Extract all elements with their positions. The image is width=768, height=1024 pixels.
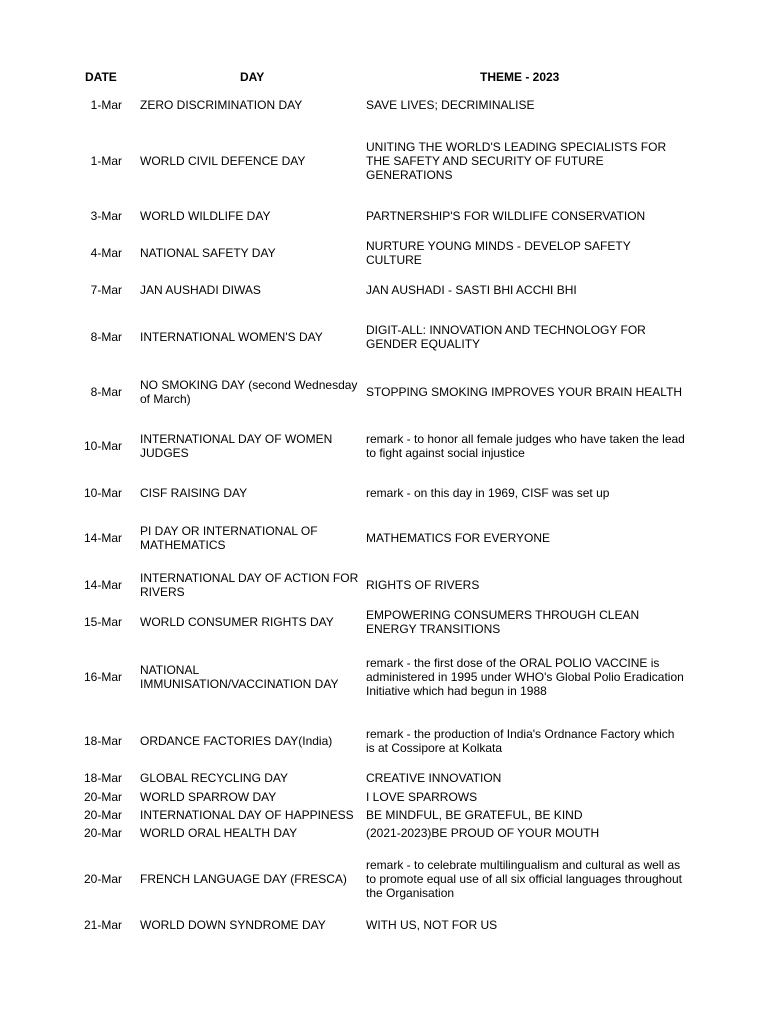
row-date: 10-Mar <box>83 439 122 453</box>
row-day: WORLD DOWN SYNDROME DAY <box>140 918 326 932</box>
table-row <box>0 788 768 806</box>
row-date: 1-Mar <box>90 154 122 168</box>
row-day: GLOBAL RECYCLING DAY <box>140 771 289 785</box>
table-row <box>0 428 768 464</box>
row-date: 21-Mar <box>83 918 122 932</box>
row-day: INTERNATIONAL DAY OF ACTION FOR RIVERS <box>140 571 359 599</box>
row-theme: PARTNERSHIP'S FOR WILDLIFE CONSERVATION <box>366 209 646 223</box>
row-theme: RIGHTS OF RIVERS <box>366 578 480 592</box>
header-day: DAY <box>240 70 265 84</box>
row-theme: I LOVE SPARROWS <box>366 790 478 804</box>
row-date: 20-Mar <box>83 790 122 804</box>
row-date: 10-Mar <box>83 486 122 500</box>
table-row <box>0 824 768 842</box>
table-row <box>0 652 768 702</box>
table-row <box>0 374 768 410</box>
row-theme: remark - to celebrate multilingualism and cultural as well as to promote equal use of all six official languages throughout the Organisation <box>366 858 682 900</box>
table-row <box>0 281 768 299</box>
row-theme: CREATIVE INNOVATION <box>366 771 502 785</box>
row-theme: (2021-2023)BE PROUD OF YOUR MOUTH <box>366 826 600 840</box>
row-date: 7-Mar <box>90 283 122 297</box>
row-theme: UNITING THE WORLD'S LEADING SPECIALISTS FOR THE SAFETY AND SECURITY OF FUTURE GENERATIONS <box>366 140 667 182</box>
row-theme: remark - to honor all female judges who have taken the lead to fight against social injustice <box>366 432 685 460</box>
table-row <box>0 723 768 759</box>
row-day: CISF RAISING DAY <box>140 486 248 500</box>
row-date: 20-Mar <box>83 826 122 840</box>
row-date: 3-Mar <box>90 209 122 223</box>
row-date: 14-Mar <box>83 578 122 592</box>
row-day: PI DAY OR INTERNATIONAL OF MATHEMATICS <box>140 524 318 552</box>
row-date: 16-Mar <box>83 670 122 684</box>
row-day: WORLD CONSUMER RIGHTS DAY <box>140 615 334 629</box>
row-theme: remark - on this day in 1969, CISF was set up <box>366 486 610 500</box>
row-day: WORLD CIVIL DEFENCE DAY <box>140 154 306 168</box>
row-theme: DIGIT-ALL: INNOVATION AND TECHNOLOGY FOR GENDER EQUALITY <box>366 323 646 351</box>
row-theme: remark - the first dose of the ORAL POLIO VACCINE is administered in 1995 under WHO's Global Polio Eradication Initiative which had begun in 1988 <box>366 656 684 698</box>
row-day: WORLD WILDLIFE DAY <box>140 209 271 223</box>
table-row <box>0 916 768 934</box>
row-day: NATIONAL SAFETY DAY <box>140 246 276 260</box>
row-date: 1-Mar <box>90 98 122 112</box>
row-theme: EMPOWERING CONSUMERS THROUGH CLEAN ENERGY TRANSITIONS <box>366 608 640 636</box>
row-date: 8-Mar <box>90 385 122 399</box>
row-date: 8-Mar <box>90 330 122 344</box>
row-day: ZERO DISCRIMINATION DAY <box>140 98 303 112</box>
row-day: NATIONAL IMMUNISATION/VACCINATION DAY <box>140 663 339 691</box>
table-row <box>0 239 768 267</box>
row-day: FRENCH LANGUAGE DAY (FRESCA) <box>140 872 347 886</box>
table-row <box>0 140 768 182</box>
table-row <box>0 319 768 355</box>
row-date: 18-Mar <box>83 734 122 748</box>
row-day: JAN AUSHADI DIWAS <box>140 283 261 297</box>
table-row <box>0 207 768 225</box>
row-theme: MATHEMATICS FOR EVERYONE <box>366 531 551 545</box>
row-day: INTERNATIONAL WOMEN'S DAY <box>140 330 323 344</box>
row-theme: JAN AUSHADI - SASTI BHI ACCHI BHI <box>366 283 577 297</box>
table-row <box>0 604 768 640</box>
row-date: 20-Mar <box>83 872 122 886</box>
row-date: 18-Mar <box>83 771 122 785</box>
row-theme: WITH US, NOT FOR US <box>366 918 498 932</box>
row-date: 14-Mar <box>83 531 122 545</box>
row-day: NO SMOKING DAY (second Wednesday of March) <box>140 378 358 406</box>
row-theme: remark - the production of India's Ordnance Factory which is at Cossipore at Kolkata <box>366 727 675 755</box>
table-row <box>0 769 768 787</box>
row-date: 15-Mar <box>83 615 122 629</box>
row-date: 4-Mar <box>90 246 122 260</box>
row-day: INTERNATIONAL DAY OF HAPPINESS <box>140 808 354 822</box>
row-day: ORDANCE FACTORIES DAY(India) <box>140 734 333 748</box>
table-row <box>0 520 768 556</box>
row-theme: SAVE LIVES; DECRIMINALISE <box>366 98 535 112</box>
row-day: INTERNATIONAL DAY OF WOMEN JUDGES <box>140 432 333 460</box>
table-row <box>0 484 768 502</box>
row-theme: NURTURE YOUNG MINDS - DEVELOP SAFETY CULTURE <box>366 239 631 267</box>
table-row <box>0 854 768 904</box>
table-row <box>0 806 768 824</box>
table-row <box>0 567 768 603</box>
row-day: WORLD ORAL HEALTH DAY <box>140 826 298 840</box>
row-day: WORLD SPARROW DAY <box>140 790 277 804</box>
table-row <box>0 96 768 114</box>
row-date: 20-Mar <box>83 808 122 822</box>
row-theme: STOPPING SMOKING IMPROVES YOUR BRAIN HEALTH <box>366 385 683 399</box>
header-date: DATE <box>85 70 117 84</box>
row-theme: BE MINDFUL, BE GRATEFUL, BE KIND <box>366 808 583 822</box>
header-theme: THEME - 2023 <box>480 70 560 84</box>
